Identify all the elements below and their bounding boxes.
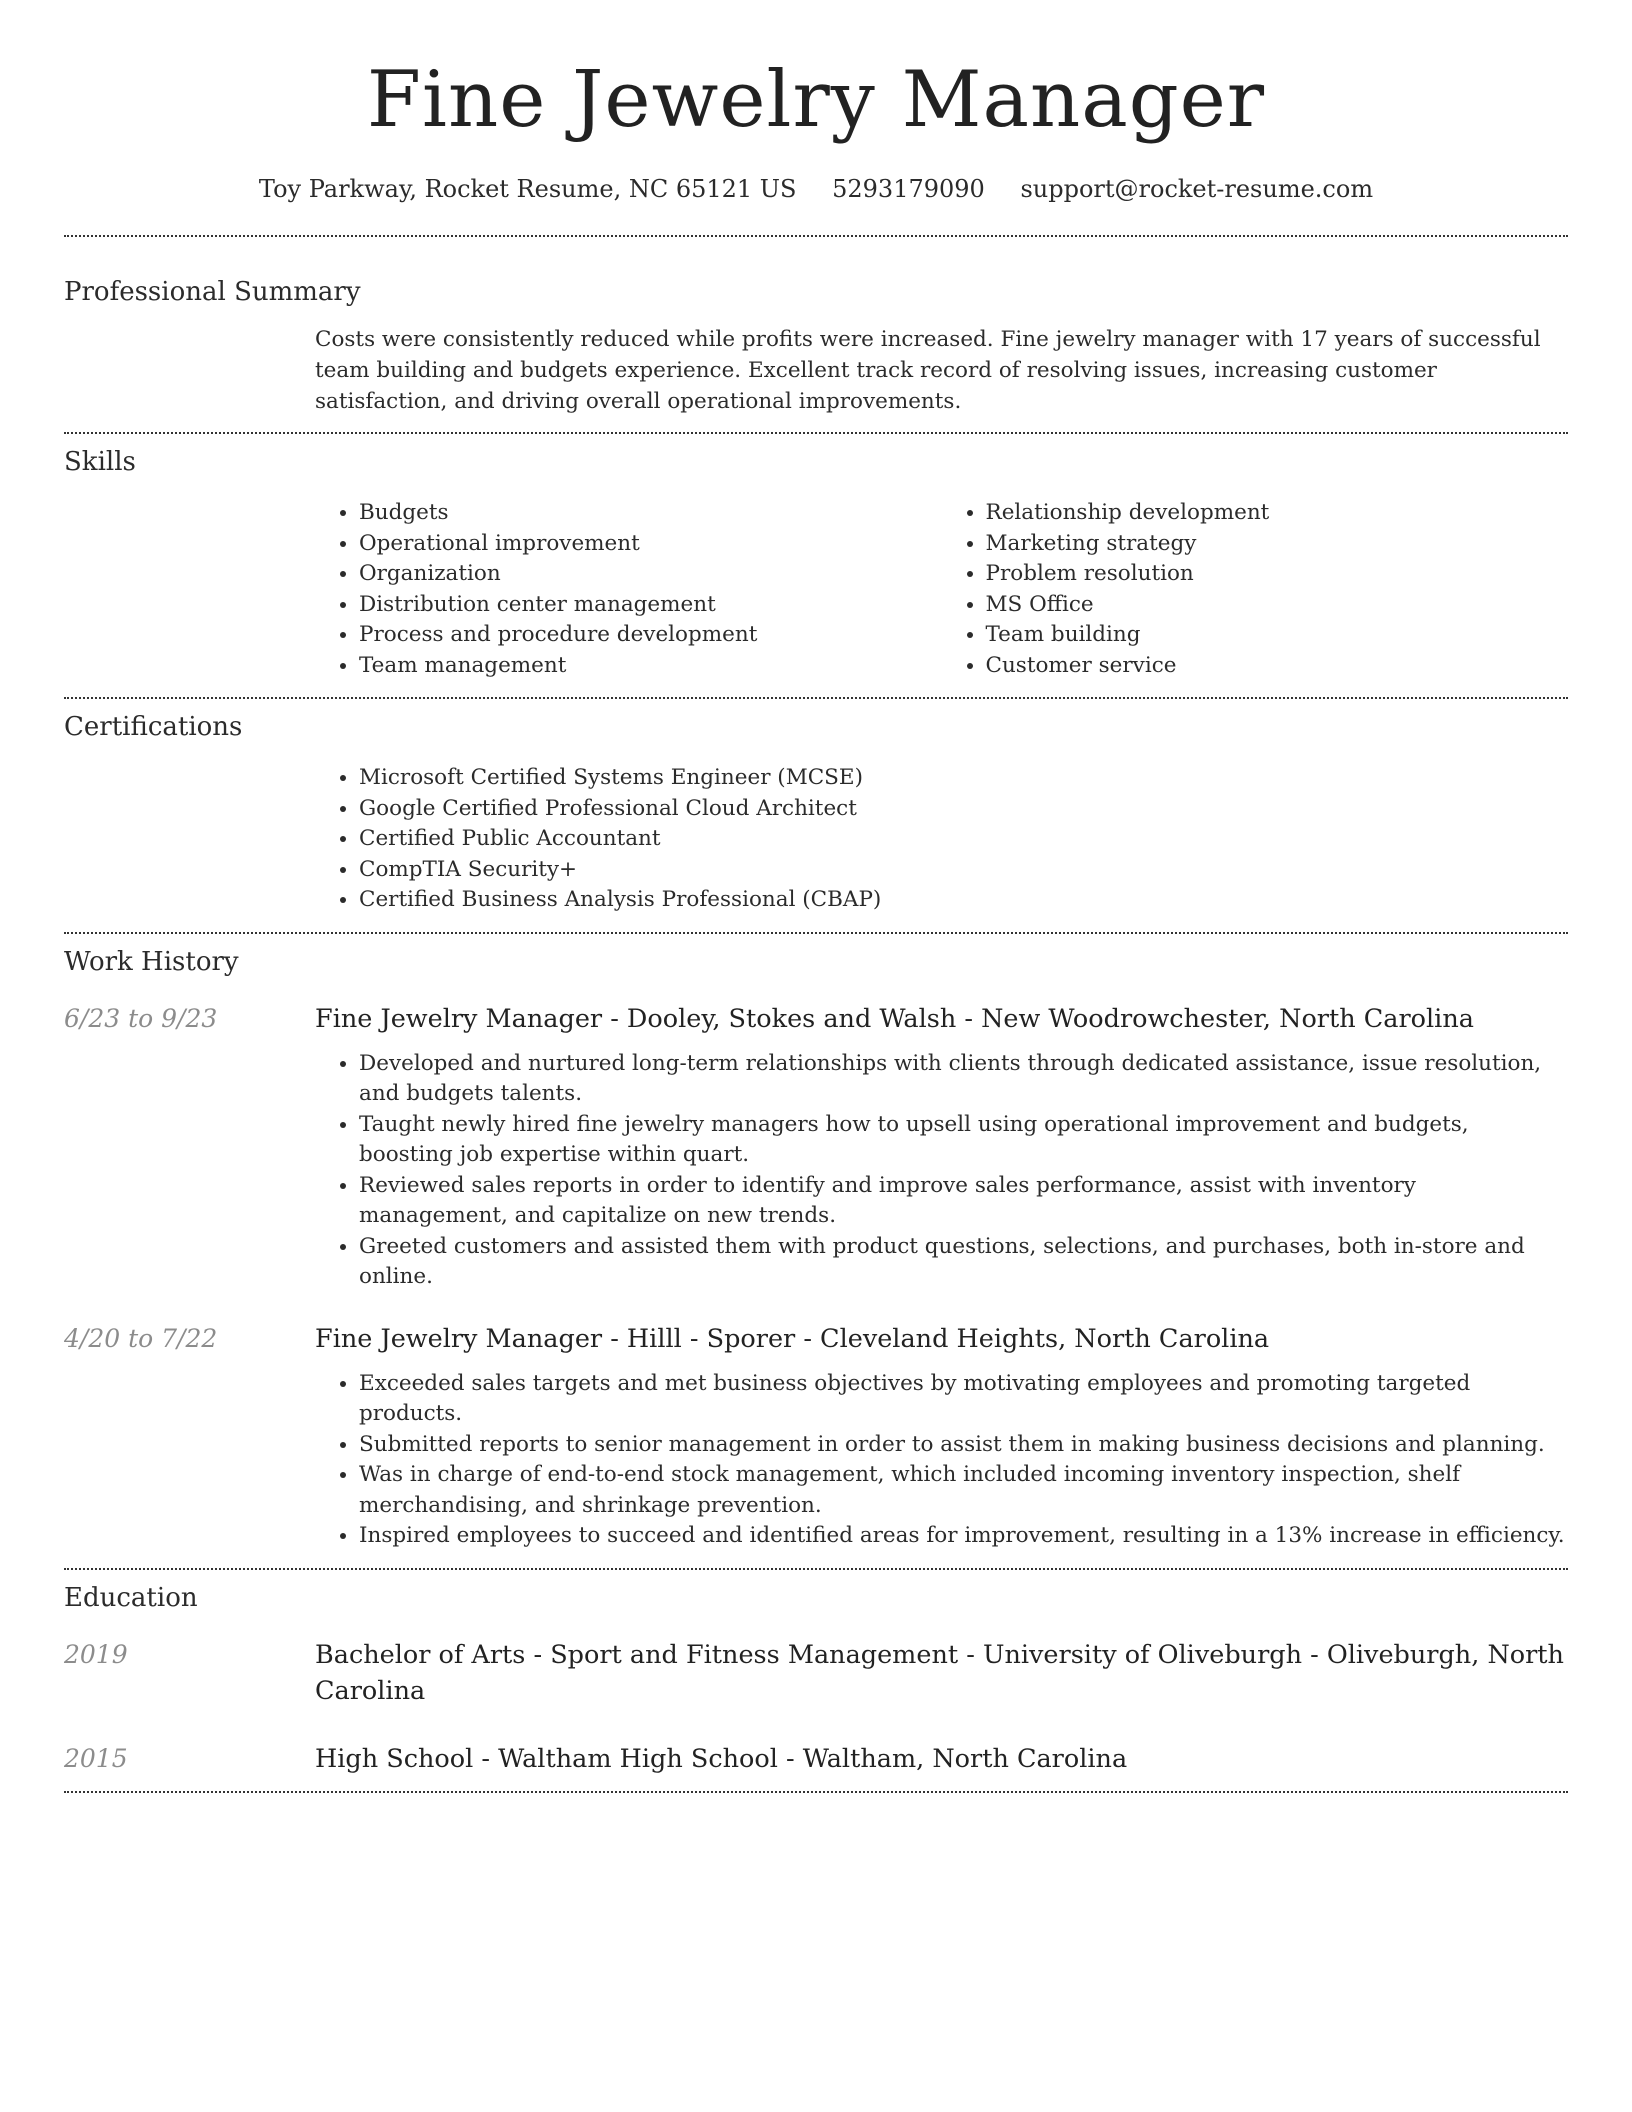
work-dates: 4/20 to 7/22 <box>64 1323 218 1353</box>
certification-item: • CompTIA Security+ <box>359 855 1568 886</box>
skill-item: • Budgets <box>359 498 942 529</box>
section-title-work-history: Work History <box>64 946 239 977</box>
education-entry <box>64 1741 1568 1777</box>
education-heading: Bachelor of Arts - Sport and Fitness Management - University of Oliveburgh - Oliveburgh, North Carolina <box>315 1639 1564 1706</box>
summary-text: Costs were consistently reduced while profits were increased. Fine jewelry manager with 17 years of successful team building and budgets experience. Excellent track record of resolving issues, increasing customer satisfaction, and driving overall operational improvements. <box>315 327 1541 414</box>
skill-item: • Problem resolution <box>986 559 1569 590</box>
work-heading: Fine Jewelry Manager - Hilll - Sporer - Cleveland Heights, North Carolina <box>315 1323 1270 1354</box>
work-entry <box>64 1001 1568 1293</box>
certification-item: • Google Certified Professional Cloud Architect <box>359 794 1568 825</box>
education-details <box>315 1637 1568 1709</box>
skill-item: • Team building <box>986 620 1569 651</box>
skills-list-left <box>315 498 942 681</box>
skill-item: • Relationship development <box>986 498 1569 529</box>
skills-list-right <box>942 498 1569 681</box>
education-heading: High School - Waltham High School - Waltham, North Carolina <box>315 1743 1128 1774</box>
skill-item: • Distribution center management <box>359 590 942 621</box>
work-bullet: • Developed and nurtured long-term relationships with clients through dedicated assistance, issue resolution, and budgets talents. <box>359 1049 1568 1110</box>
section-education <box>64 1570 1568 1777</box>
work-bullet: • Was in charge of end-to-end stock management, which included incoming inventory inspection, shelf merchandising, and shrinkage prevention. <box>359 1460 1568 1521</box>
education-entry <box>64 1637 1568 1709</box>
skill-item: • Customer service <box>986 651 1569 682</box>
section-certifications <box>64 699 1568 916</box>
certification-item: • Certified Public Accountant <box>359 824 1568 855</box>
certifications-content <box>315 763 1568 916</box>
work-heading: Fine Jewelry Manager - Dooley, Stokes and Walsh - New Woodrowchester, North Carolina <box>315 1003 1474 1034</box>
work-dates: 6/23 to 9/23 <box>64 1003 218 1033</box>
contact-phone: 5293179090 <box>832 175 985 203</box>
resume-name: Fine Jewelry Manager <box>366 55 1266 145</box>
contact-email: support@rocket-resume.com <box>1020 175 1374 203</box>
contact-address: Toy Parkway, Rocket Resume, NC 65121 US <box>258 175 797 203</box>
work-details <box>315 1321 1568 1552</box>
education-details <box>315 1741 1568 1777</box>
skill-item: • Operational improvement <box>359 529 942 560</box>
contact-line <box>64 172 1568 206</box>
certifications-list <box>315 763 1568 916</box>
certification-item: • Microsoft Certified Systems Engineer (MCSE) <box>359 763 1568 794</box>
section-work-history <box>64 934 1568 1552</box>
education-year: 2019 <box>64 1639 128 1669</box>
skill-item: • Organization <box>359 559 942 590</box>
section-title-skills: Skills <box>64 447 136 477</box>
section-title-education: Education <box>64 1582 198 1613</box>
section-skills <box>64 434 1568 681</box>
work-bullet: • Reviewed sales reports in order to identify and improve sales performance, assist with inventory management, and capitalize on new trends. <box>359 1171 1568 1232</box>
divider <box>64 1791 1568 1793</box>
education-year: 2015 <box>64 1743 128 1773</box>
skills-columns <box>315 498 1568 681</box>
work-entry <box>64 1321 1568 1552</box>
skill-item: • MS Office <box>986 590 1569 621</box>
skill-item: • Marketing strategy <box>986 529 1569 560</box>
section-title-certifications: Certifications <box>64 712 243 742</box>
work-bullet: • Inspired employees to succeed and identified areas for improvement, resulting in a 13% increase in efficiency. <box>359 1521 1568 1552</box>
certification-item: • Certified Business Analysis Professional (CBAP) <box>359 885 1568 916</box>
work-bullet: • Greeted customers and assisted them with product questions, selections, and purchases, both in-store and online. <box>359 1232 1568 1293</box>
work-bullets <box>315 1369 1568 1552</box>
section-title-summary: Professional Summary <box>64 277 361 307</box>
work-bullet: • Submitted reports to senior management in order to assist them in making business decisions and planning. <box>359 1430 1568 1461</box>
work-bullets <box>315 1049 1568 1293</box>
work-details <box>315 1001 1568 1293</box>
skill-item: • Process and procedure development <box>359 620 942 651</box>
work-bullet: • Exceeded sales targets and met business objectives by motivating employees and promoting targeted products. <box>359 1369 1568 1430</box>
work-bullet: • Taught newly hired fine jewelry managers how to upsell using operational improvement and budgets, boosting job expertise within quart. <box>359 1110 1568 1171</box>
skill-item: • Team management <box>359 651 942 682</box>
section-summary <box>64 237 1568 417</box>
resume-header <box>64 0 1568 206</box>
